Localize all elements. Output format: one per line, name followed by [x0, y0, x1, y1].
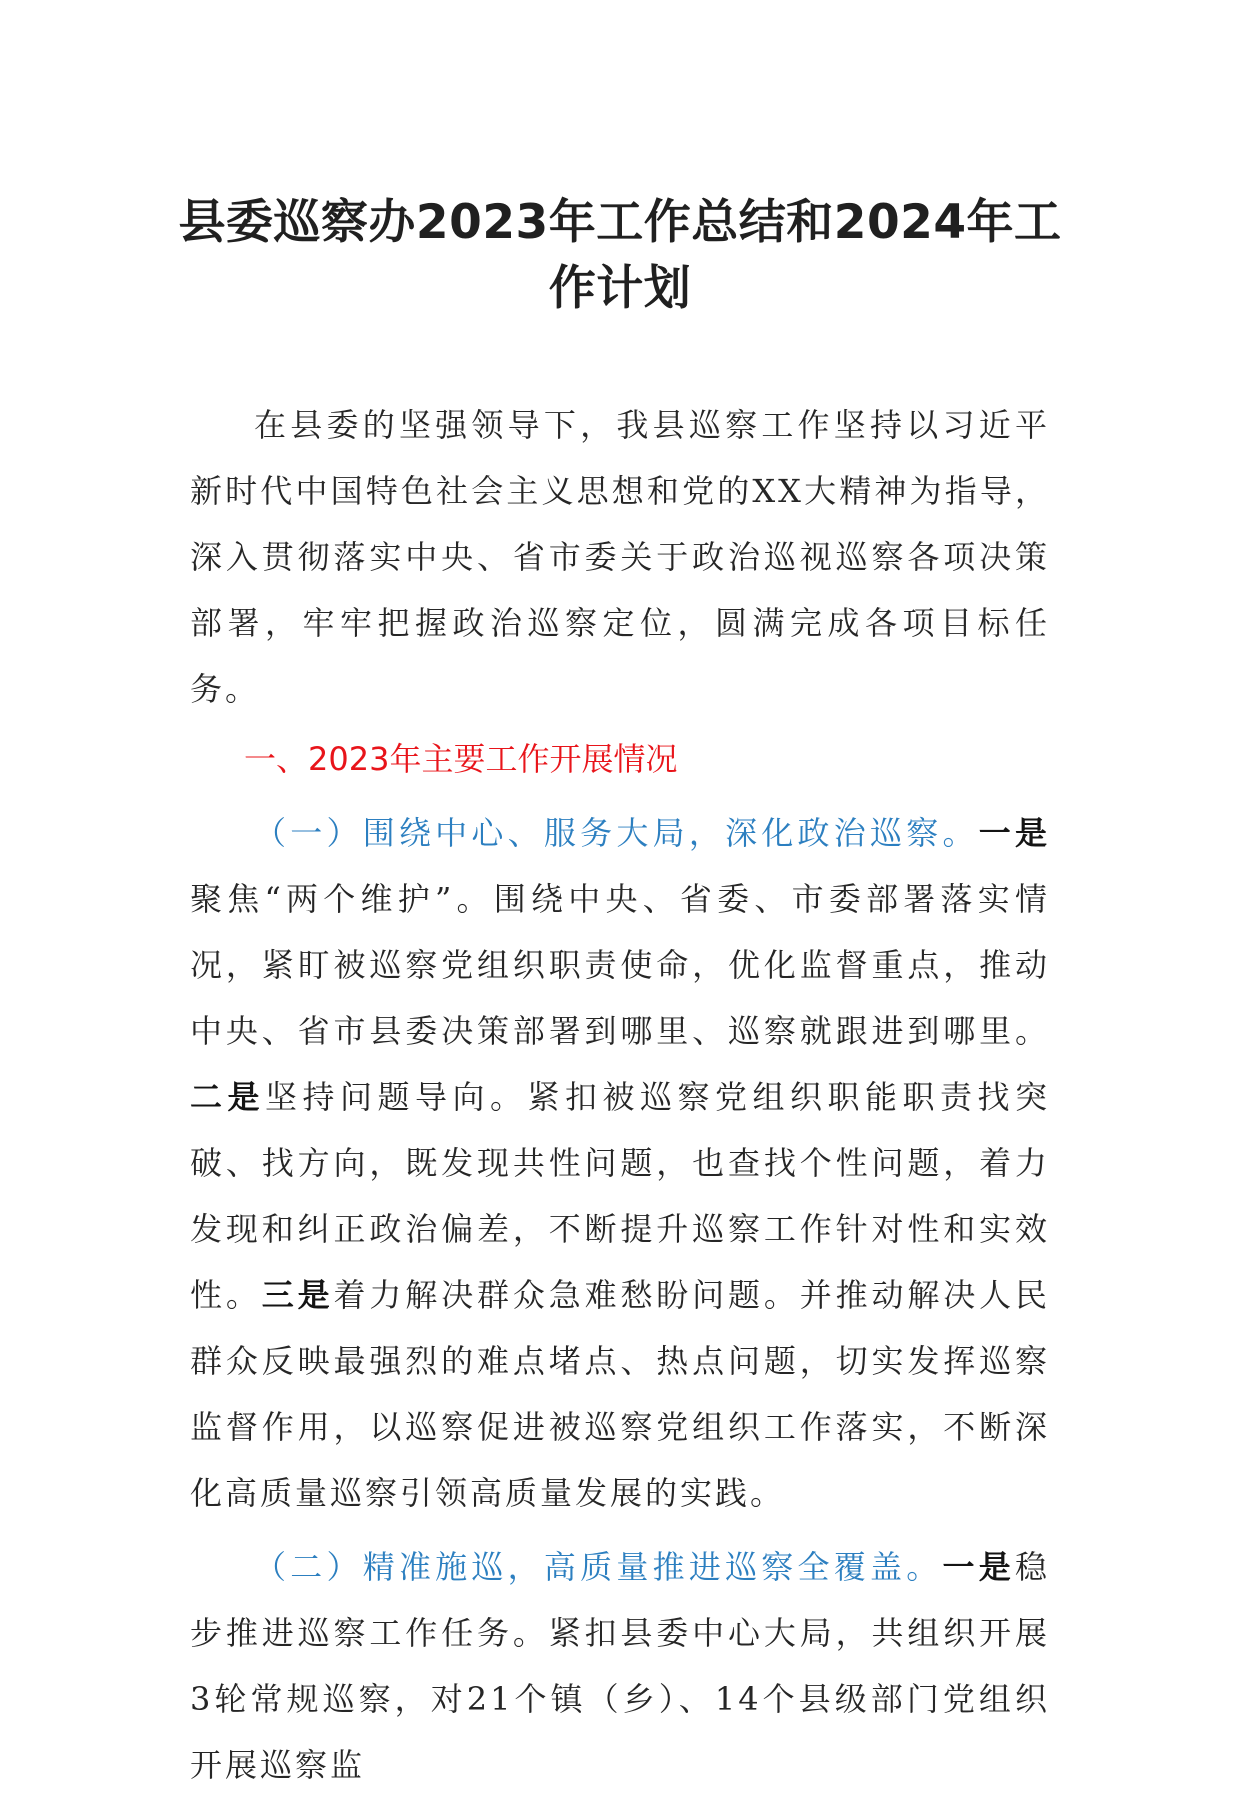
- intro-paragraph: 在县委的坚强领导下，我县巡察工作坚持以习近平新时代中国特色社会主义思想和党的XX大精神为指导，深入贯彻落实中央、省市委关于政治巡视巡察各项决策部署，牢牢把握政治巡察定位，圆满完成各项目标任务。: [190, 406, 1050, 708]
- section-heading-1: 一、2023年主要工作开展情况: [244, 740, 678, 778]
- subsection-text-1c: 着力解决群众急难愁盼问题。并推动解决人民群众反映最强烈的难点堵点、热点问题，切实发挥巡察监督作用，以巡察促进被巡察党组织工作落实，不断深化高质量巡察引领高质量发展的实践。: [190, 1276, 1050, 1512]
- subsection-text-1a: 聚焦“两个维护”。围绕中央、省委、市委部署落实情况，紧盯被巡察党组织职责使命，优化监督重点，推动中央、省市县委决策部署到哪里、巡察就跟进到哪里。: [190, 880, 1050, 1050]
- subsection-paragraph-1: [190, 800, 1050, 1526]
- lead-marker-3: 三是: [261, 1276, 334, 1314]
- subsection-heading-1: （一）围绕中心、服务大局，深化政治巡察。: [254, 814, 979, 852]
- lead-marker-4: 一是: [942, 1548, 1015, 1586]
- subsection-heading-2: （二）精准施巡，高质量推进巡察全覆盖。: [254, 1548, 943, 1586]
- subsection-text-1b: 坚持问题导向。紧扣被巡察党组织职能职责找突破、找方向，既发现共性问题，也查找个性问题，着力发现和纠正政治偏差，不断提升巡察工作针对性和实效性。: [190, 1078, 1050, 1314]
- document-title: 县委巡察办2023年工作总结和2024年工作计划: [178, 195, 1062, 316]
- subsection-paragraph-2: [190, 1534, 1050, 1798]
- document-content: [178, 190, 1062, 1798]
- subsection-text-2a: 稳步推进巡察工作任务。紧扣县委中心大局，共组织开展3轮常规巡察，对21个镇（乡）、14个县级部门党组织开展巡察监: [190, 1548, 1050, 1784]
- lead-marker-2: 二是: [190, 1078, 265, 1116]
- lead-marker-1: 一是: [978, 814, 1050, 852]
